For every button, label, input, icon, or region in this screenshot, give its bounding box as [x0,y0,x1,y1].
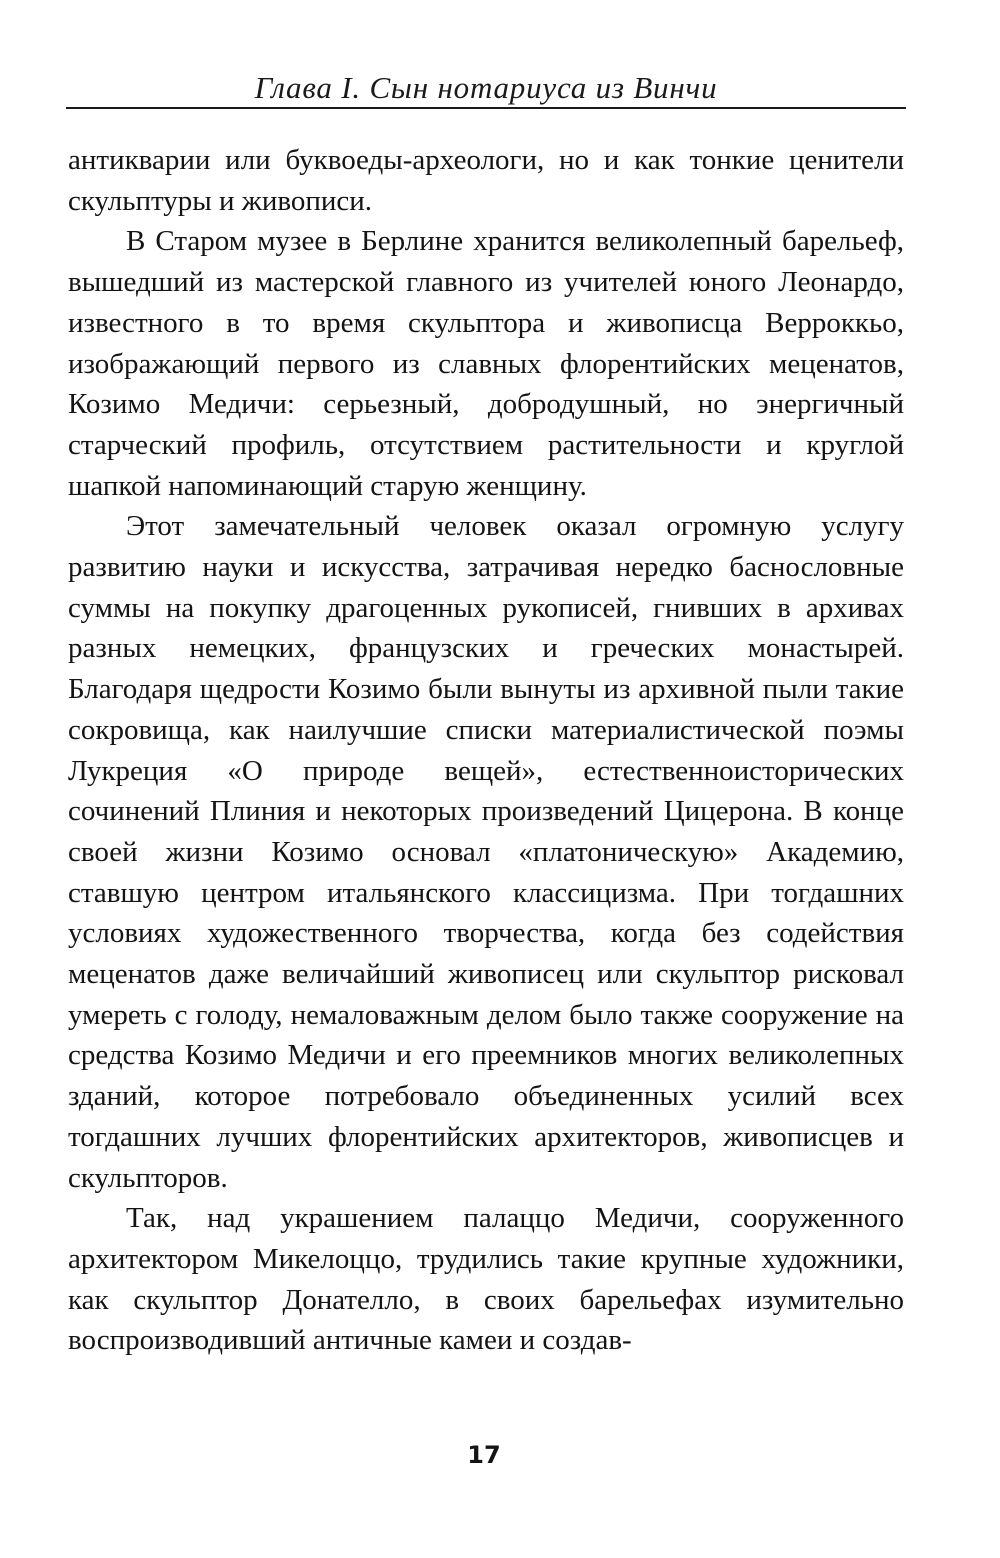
page-number: 17 [467,1441,501,1469]
paragraph: В Старом музее в Берлине хранится великолепный барельеф, вышедший из мастерской главного из учителей юного Леонардо, известного в то время скульптора и живописца Верроккьо, изображающий первого из славных флорентийских меценатов, Козимо Медичи: серьезный, добродушный, но энергичный старческий профиль, отсутствием растительности и круглой шапкой напоминающий старую женщину. [68,225,904,502]
paragraph: Этот замечательный человек оказал огромную услугу развитию науки и искусства, затрачивая нередко баснословные суммы на покупку драгоценных рукописей, гнивших в архивах разных немецких, французских и греческих монастырей. Благодаря щедрости Козимо были вынуты из архивной пыли такие сокровища, как наилучшие списки материалистической поэмы Лукреция «О природе вещей», естественноисторических сочинений Плиния и некоторых произведений Цицерона. В конце своей жизни Козимо основал «платоническую» Академию, ставшую центром итальянского классицизма. При тогдашних условиях художественного творчества, когда без содействия меценатов даже величайший живописец или скульптор рисковал умереть с голоду, немаловажным делом было также сооружение на средства Козимо Медичи и его преемников многих великолепных зданий, которое потребовало объединенных усилий всех тогдашних лучших флорентийских архитекторов, живописцев и скульпторов. [68,510,904,1194]
paragraph: Так, над украшением палаццо Медичи, сооруженного архитектором Микелоццо, трудились такие крупные художники, как скульптор Донателло, в своих барельефах изумительно воспроизводивший античные камеи и создав- [68,1202,904,1357]
paragraph: антикварии или буквоеды-археологи, но и как тонкие ценители скульптуры и живописи. [68,144,904,217]
running-header: Глава I. Сын нотариуса из Винчи [254,70,718,105]
body-text [68,140,904,1361]
header-rule [66,107,906,109]
